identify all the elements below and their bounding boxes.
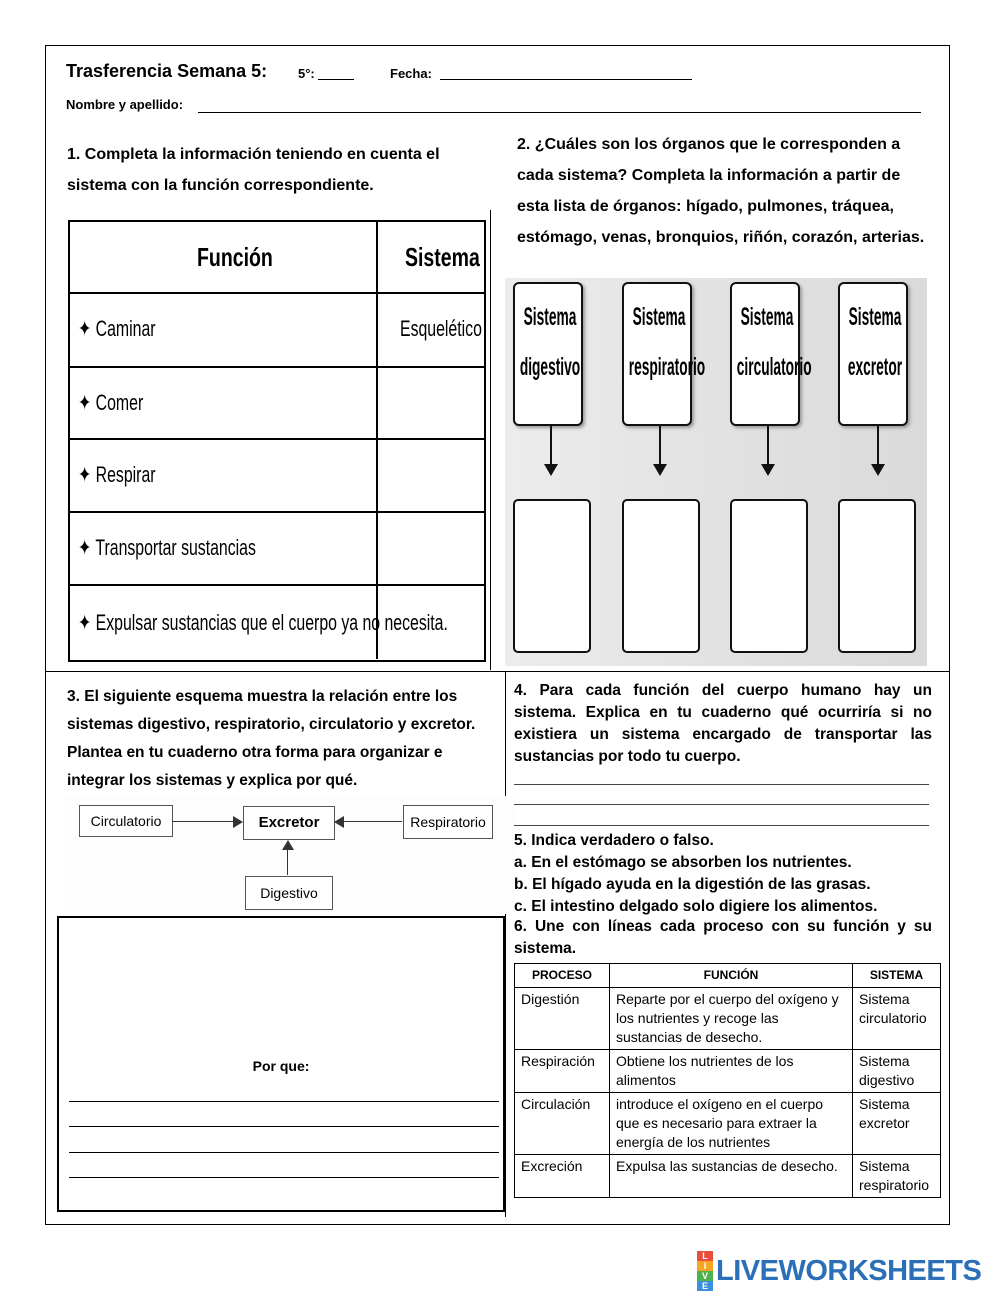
bullet-icon: ✦ [78,390,92,415]
organs-input-excretor[interactable] [838,499,916,653]
function-header: Función [197,242,273,272]
table-row: ✦ Caminar [78,316,156,341]
date-label: Fecha: [390,66,432,81]
function-cell[interactable]: Expulsa las sustancias de desecho. [610,1155,853,1198]
arrow-down-icon [877,426,879,468]
systems-scheme [65,796,515,914]
worksheet-title: Trasferencia Semana 5: [66,61,268,81]
organs-input-respiratorio[interactable] [622,499,700,653]
system-cell[interactable]: Sistema respiratorio [853,1155,941,1198]
table-row [515,988,941,1050]
organs-input-circulatorio[interactable] [730,499,808,653]
function-cell[interactable]: introduce el oxígeno en el cuerpo que es necesario para extraer la energía de los nutrientes [610,1093,853,1155]
bullet-icon: ✦ [78,316,92,341]
system-cell[interactable]: Sistema digestivo [853,1050,941,1093]
q3-text: 3. El siguiente esquema muestra la relación entre los sistemas digestivo, respiratorio, circulatorio y excretor. Plantea en tu cuaderno otra forma para organizar e integrar los sistemas y explica por qué. [67,688,476,789]
answer-line[interactable] [514,784,929,785]
answer-line[interactable] [69,1177,499,1178]
bullet-icon: ✦ [78,610,92,635]
arrow-down-icon [550,426,552,468]
system-input-respirar[interactable] [382,442,478,506]
arrow-down-icon [659,426,661,468]
answer-line[interactable] [514,804,929,805]
table-row [515,1050,941,1093]
system-box-digestivo: Sistema digestivo [513,282,583,426]
answer-line[interactable] [69,1101,499,1102]
system-cell[interactable]: Sistema excretor [853,1093,941,1155]
arrow-up-icon [287,850,288,875]
table-row: ✦ Respirar [78,462,156,487]
arrowhead-icon [544,464,558,476]
arrowhead-icon [233,816,243,828]
process-cell[interactable]: Circulación [515,1093,610,1155]
arrowhead-icon [653,464,667,476]
function-header: FUNCIÓN [610,964,853,988]
table-row: ✦ Comer [78,390,144,415]
answer-line[interactable] [69,1126,499,1127]
system-input-expulsar[interactable] [382,588,478,654]
answer-line[interactable] [69,1152,499,1153]
system-box-respiratorio: Sistema respiratorio [622,282,692,426]
system-header: Sistema [405,242,480,272]
name-label: Nombre y apellido: [66,97,184,112]
name-field[interactable] [198,98,921,113]
por-que-label: Por que: [252,1058,310,1074]
q4-text: 4. Para cada función del cuerpo humano hay un sistema. Explica en tu cuaderno qué ocurriría si no existiera un sistema encargado de transportar las sustancias por todo tu cuerpo. [514,682,932,765]
statement-b[interactable]: b. El hígado ayuda en la digestión de las grasas. [514,876,871,893]
system-header: SISTEMA [853,964,941,988]
vertical-divider-bottom [505,672,506,1217]
bullet-icon: ✦ [78,535,92,560]
table-row: ✦ Expulsar sustancias que el cuerpo ya no necesita. [78,610,448,635]
process-header: PROCESO [515,964,610,988]
organ-systems-diagram [505,278,927,666]
organs-input-digestivo[interactable] [513,499,591,653]
process-table [514,963,941,1198]
system-box-excretor: Sistema excretor [838,282,908,426]
arrowhead-icon [282,840,294,850]
arrowhead-icon [334,816,344,828]
answer-line[interactable] [514,825,929,826]
scheme-respiratorio: Respiratorio [403,805,493,839]
q6-text: 6. Une con líneas cada proceso con su función y su sistema. [514,918,932,957]
vertical-divider-top [490,210,491,670]
process-cell[interactable]: Respiración [515,1050,610,1093]
arrow-right-icon [172,821,234,822]
arrowhead-icon [871,464,885,476]
q2-text: 2. ¿Cuáles son los órganos que le corresponden a cada sistema? Completa la información a partir de esta lista de órganos: hígado, pulmones, tráquea, estómago, venas, bronquios, riñón, corazón, arterias. [517,136,925,246]
scheme-circulatorio: Circulatorio [79,805,173,837]
logo-text: LIVEWORKSHEETS [716,1254,982,1287]
grade-field[interactable] [318,66,354,80]
arrow-down-icon [767,426,769,468]
process-cell[interactable]: Excreción [515,1155,610,1198]
system-cell-caminar: Esquelético [400,316,482,341]
horizontal-divider [45,671,950,672]
q5-text: 5. Indica verdadero o falso. a. En el estómago se absorben los nutrientes. b. El hígado ayuda en la digestión de las grasas. c. El intestino delgado solo digiere los alimentos. [514,830,934,918]
table-row: ✦ Transportar sustancias [78,535,256,560]
system-input-transportar[interactable] [382,515,478,579]
system-cell[interactable]: Sistema circulatorio [853,988,941,1050]
logo-icon: L I V E [697,1251,713,1291]
function-system-table [68,220,486,662]
arrowhead-icon [761,464,775,476]
por-que-box [57,916,505,1212]
system-box-circulatorio: Sistema circulatorio [730,282,800,426]
statement-a[interactable]: a. En el estómago se absorben los nutrientes. [514,854,852,871]
q1-text: 1. Completa la información teniendo en cuenta el sistema con la función correspondiente. [67,146,440,194]
grade-label: 5°: [298,66,315,81]
table-row [515,1093,941,1155]
bullet-icon: ✦ [78,462,92,487]
function-cell[interactable]: Reparte por el cuerpo del oxígeno y los nutrientes y recoge las sustancias de desecho. [610,988,853,1050]
liveworksheets-logo [697,1251,981,1291]
statement-c[interactable]: c. El intestino delgado solo digiere los alimentos. [514,898,878,915]
scheme-excretor: Excretor [243,806,335,840]
arrow-left-icon [344,821,402,822]
scheme-digestivo: Digestivo [245,876,333,910]
date-field[interactable] [440,66,692,80]
system-input-comer[interactable] [382,370,478,434]
function-cell[interactable]: Obtiene los nutrientes de los alimentos [610,1050,853,1093]
process-cell[interactable]: Digestión [515,988,610,1050]
table-row [515,1155,941,1198]
